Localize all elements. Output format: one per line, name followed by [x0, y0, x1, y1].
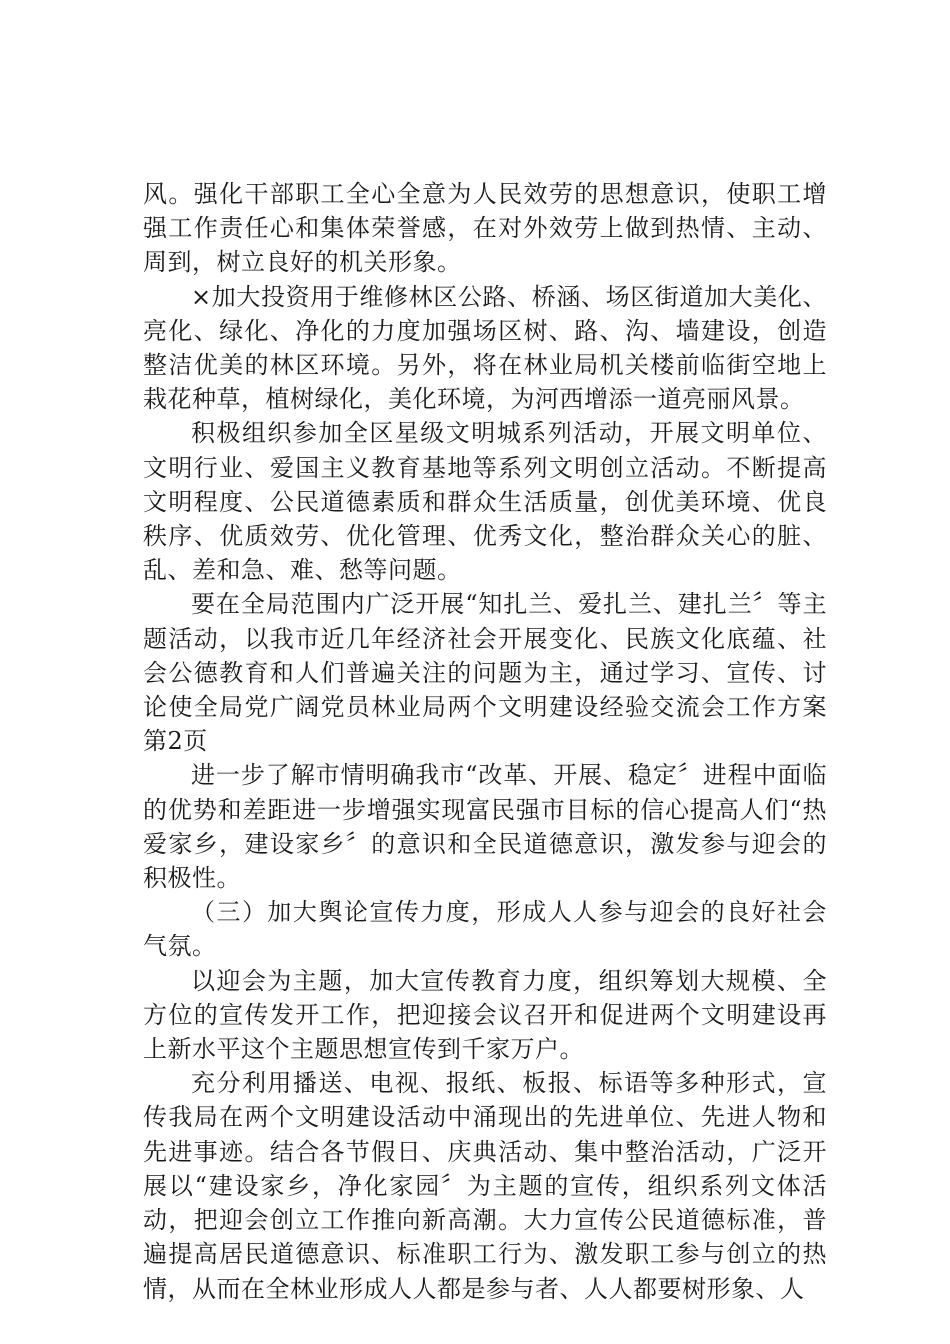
- paragraph-4: 要在全局范围内广泛开展“知扎兰、爱扎兰、建扎兰〞等主题活动，以我市近几年经济社会开展变化、民族文化底蕴、社会公德教育和人们普遍关注的问题为主，通过学习、宣传、讨论使全局党广阔党员林业局两个文明建设经验交流会工作方案第2页: [143, 590, 827, 756]
- paragraph-3: 积极组织参加全区星级文明城系列活动，开展文明单位、文明行业、爱国主义教育基地等系列文明创立活动。不断提高文明程度、公民道德素质和群众生活质量，创优美环境、优良秩序、优质效劳、优化管理、优秀文化，整治群众关心的脏、乱、差和急、难、愁等问题。: [143, 419, 827, 585]
- section-heading-3: （三）加大舆论宣传力度，形成人人参与迎会的良好社会气氛。: [143, 898, 827, 961]
- paragraph-1: 风。强化干部职工全心全意为人民效劳的思想意识，使职工增强工作责任心和集体荣誉感，在对外效劳上做到热情、主动、周到，树立良好的机关形象。: [143, 180, 827, 277]
- document-body: [143, 177, 827, 1306]
- paragraph-5: 进一步了解市情明确我市“改革、开展、稳定〞进程中面临的优势和差距进一步增强实现富民强市目标的信心提高人们“热爱家乡，建设家乡〞的意识和全民道德意识，激发参与迎会的积极性。: [143, 761, 827, 893]
- paragraph-2: ×加大投资用于维修林区公路、桥涵、场区街道加大美化、亮化、绿化、净化的力度加强场区树、路、沟、墙建设，创造整洁优美的林区环境。另外，将在林业局机关楼前临街空地上栽花种草，植树绿化，美化环境，为河西增添一道亮丽风景。: [143, 282, 827, 414]
- paragraph-7: 以迎会为主题，加大宣传教育力度，组织筹划大规模、全方位的宣传发开工作，把迎接会议召开和促进两个文明建设再上新水平这个主题思想宣传到千家万户。: [143, 966, 827, 1064]
- paragraph-8: 充分利用播送、电视、报纸、板报、标语等多种形式，宣传我局在两个文明建设活动中涌现出的先进单位、先进人物和先进事迹。结合各节假日、庆典活动、集中整治活动，广泛开展以“建设家乡，净化家园〞为主题的宣传，组织系列文体活动，把迎会创立工作推向新高潮。大力宣传公民道德标准，普遍提高居民道德意识、标准职工行为、激发职工参与创立的热情，从而在全林业形成人人都是参与者、人人都要树形象、人: [143, 1069, 827, 1303]
